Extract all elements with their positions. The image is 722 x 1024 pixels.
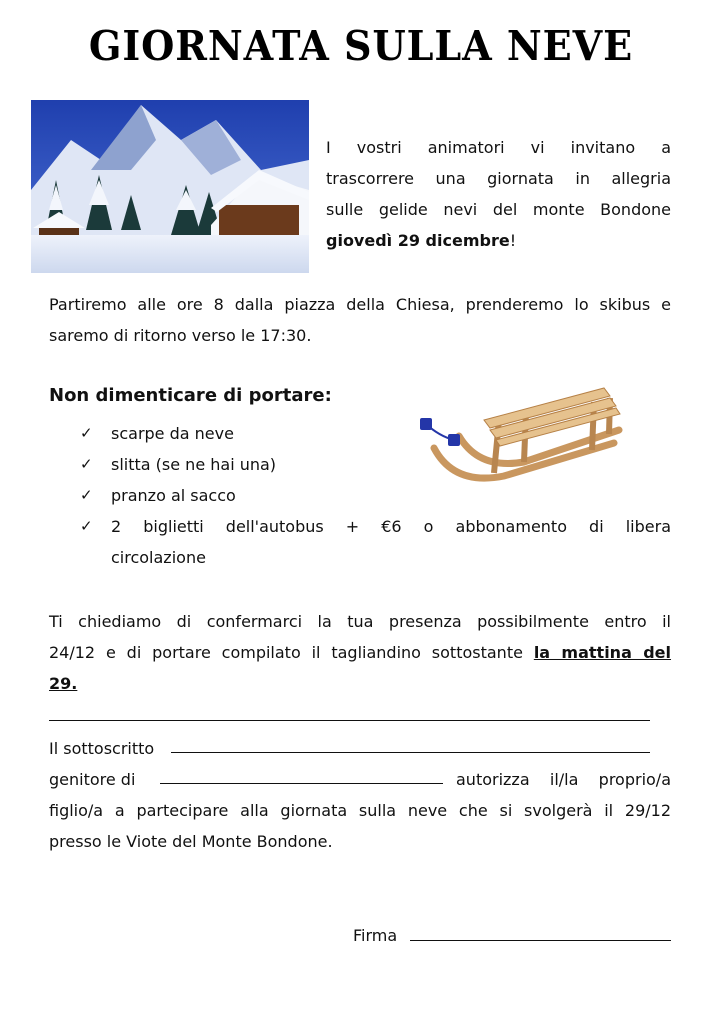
list-item [80, 449, 671, 480]
list-item-text: 2 biglietti dell'autobus + €6 o abbonamento di libera [111, 517, 671, 536]
date-suffix: ! [509, 231, 517, 250]
intro-date-line [326, 225, 671, 256]
confirm-line [49, 637, 671, 668]
firma-label: Firma [353, 926, 398, 945]
confirm-text: 24/12 e di portare compilato il tagliandino sottostante [49, 643, 534, 662]
list-item-text: pranzo al sacco [111, 486, 236, 505]
list-item [80, 480, 671, 511]
list-item [80, 511, 671, 573]
mountain-cabin-image [31, 100, 309, 273]
check-icon: ✓ [80, 486, 93, 504]
confirm-line [49, 668, 671, 699]
sottoscritto-label: Il sottoscritto [49, 739, 155, 758]
child-name-field-line[interactable] [160, 783, 443, 784]
autorizza-text [456, 764, 671, 795]
form-paragraph [49, 795, 671, 857]
confirm-deadline-day: 29. [49, 674, 78, 693]
list-item-text: slitta (se ne hai una) [111, 455, 277, 474]
intro-line: trascorrere una giornata in allegria [326, 169, 671, 188]
cut-line [49, 720, 650, 721]
signature-line[interactable] [410, 940, 671, 941]
form-line: presso le Viote del Monte Bondone. [49, 832, 333, 851]
event-date: giovedì 29 dicembre [326, 231, 510, 250]
list-item-text-continued: circolazione [111, 548, 206, 567]
confirm-paragraph [49, 606, 671, 699]
departure-line: saremo di ritorno verso le 17:30. [49, 326, 312, 345]
checklist [80, 418, 671, 573]
autorizza-text-inner: autorizza il/la proprio/a [456, 770, 671, 789]
genitore-label: genitore di [49, 770, 136, 789]
form-line: figlio/a a partecipare alla giornata sulla neve che si svolgerà il 29/12 [49, 801, 671, 820]
departure-line: Partiremo alle ore 8 dalla piazza della Chiesa, prenderemo lo skibus e [49, 295, 671, 314]
departure-paragraph [49, 289, 671, 351]
list-item [80, 418, 671, 449]
page-title: GIORNATA SULLA NEVE [88, 22, 634, 70]
check-icon: ✓ [80, 455, 93, 473]
confirm-deadline: la mattina del [533, 643, 672, 662]
check-icon: ✓ [80, 517, 93, 535]
check-icon: ✓ [80, 424, 93, 442]
intro-line: I vostri animatori vi invitano a [326, 138, 671, 157]
list-item-text: scarpe da neve [111, 424, 234, 443]
intro-line: sulle gelide nevi del monte Bondone [326, 200, 671, 219]
confirm-line: Ti chiediamo di confermarci la tua presenza possibilmente entro il [49, 612, 671, 631]
name-field-line[interactable] [171, 752, 650, 753]
intro-paragraph [326, 132, 671, 256]
checklist-heading: Non dimenticare di portare: [49, 385, 332, 406]
